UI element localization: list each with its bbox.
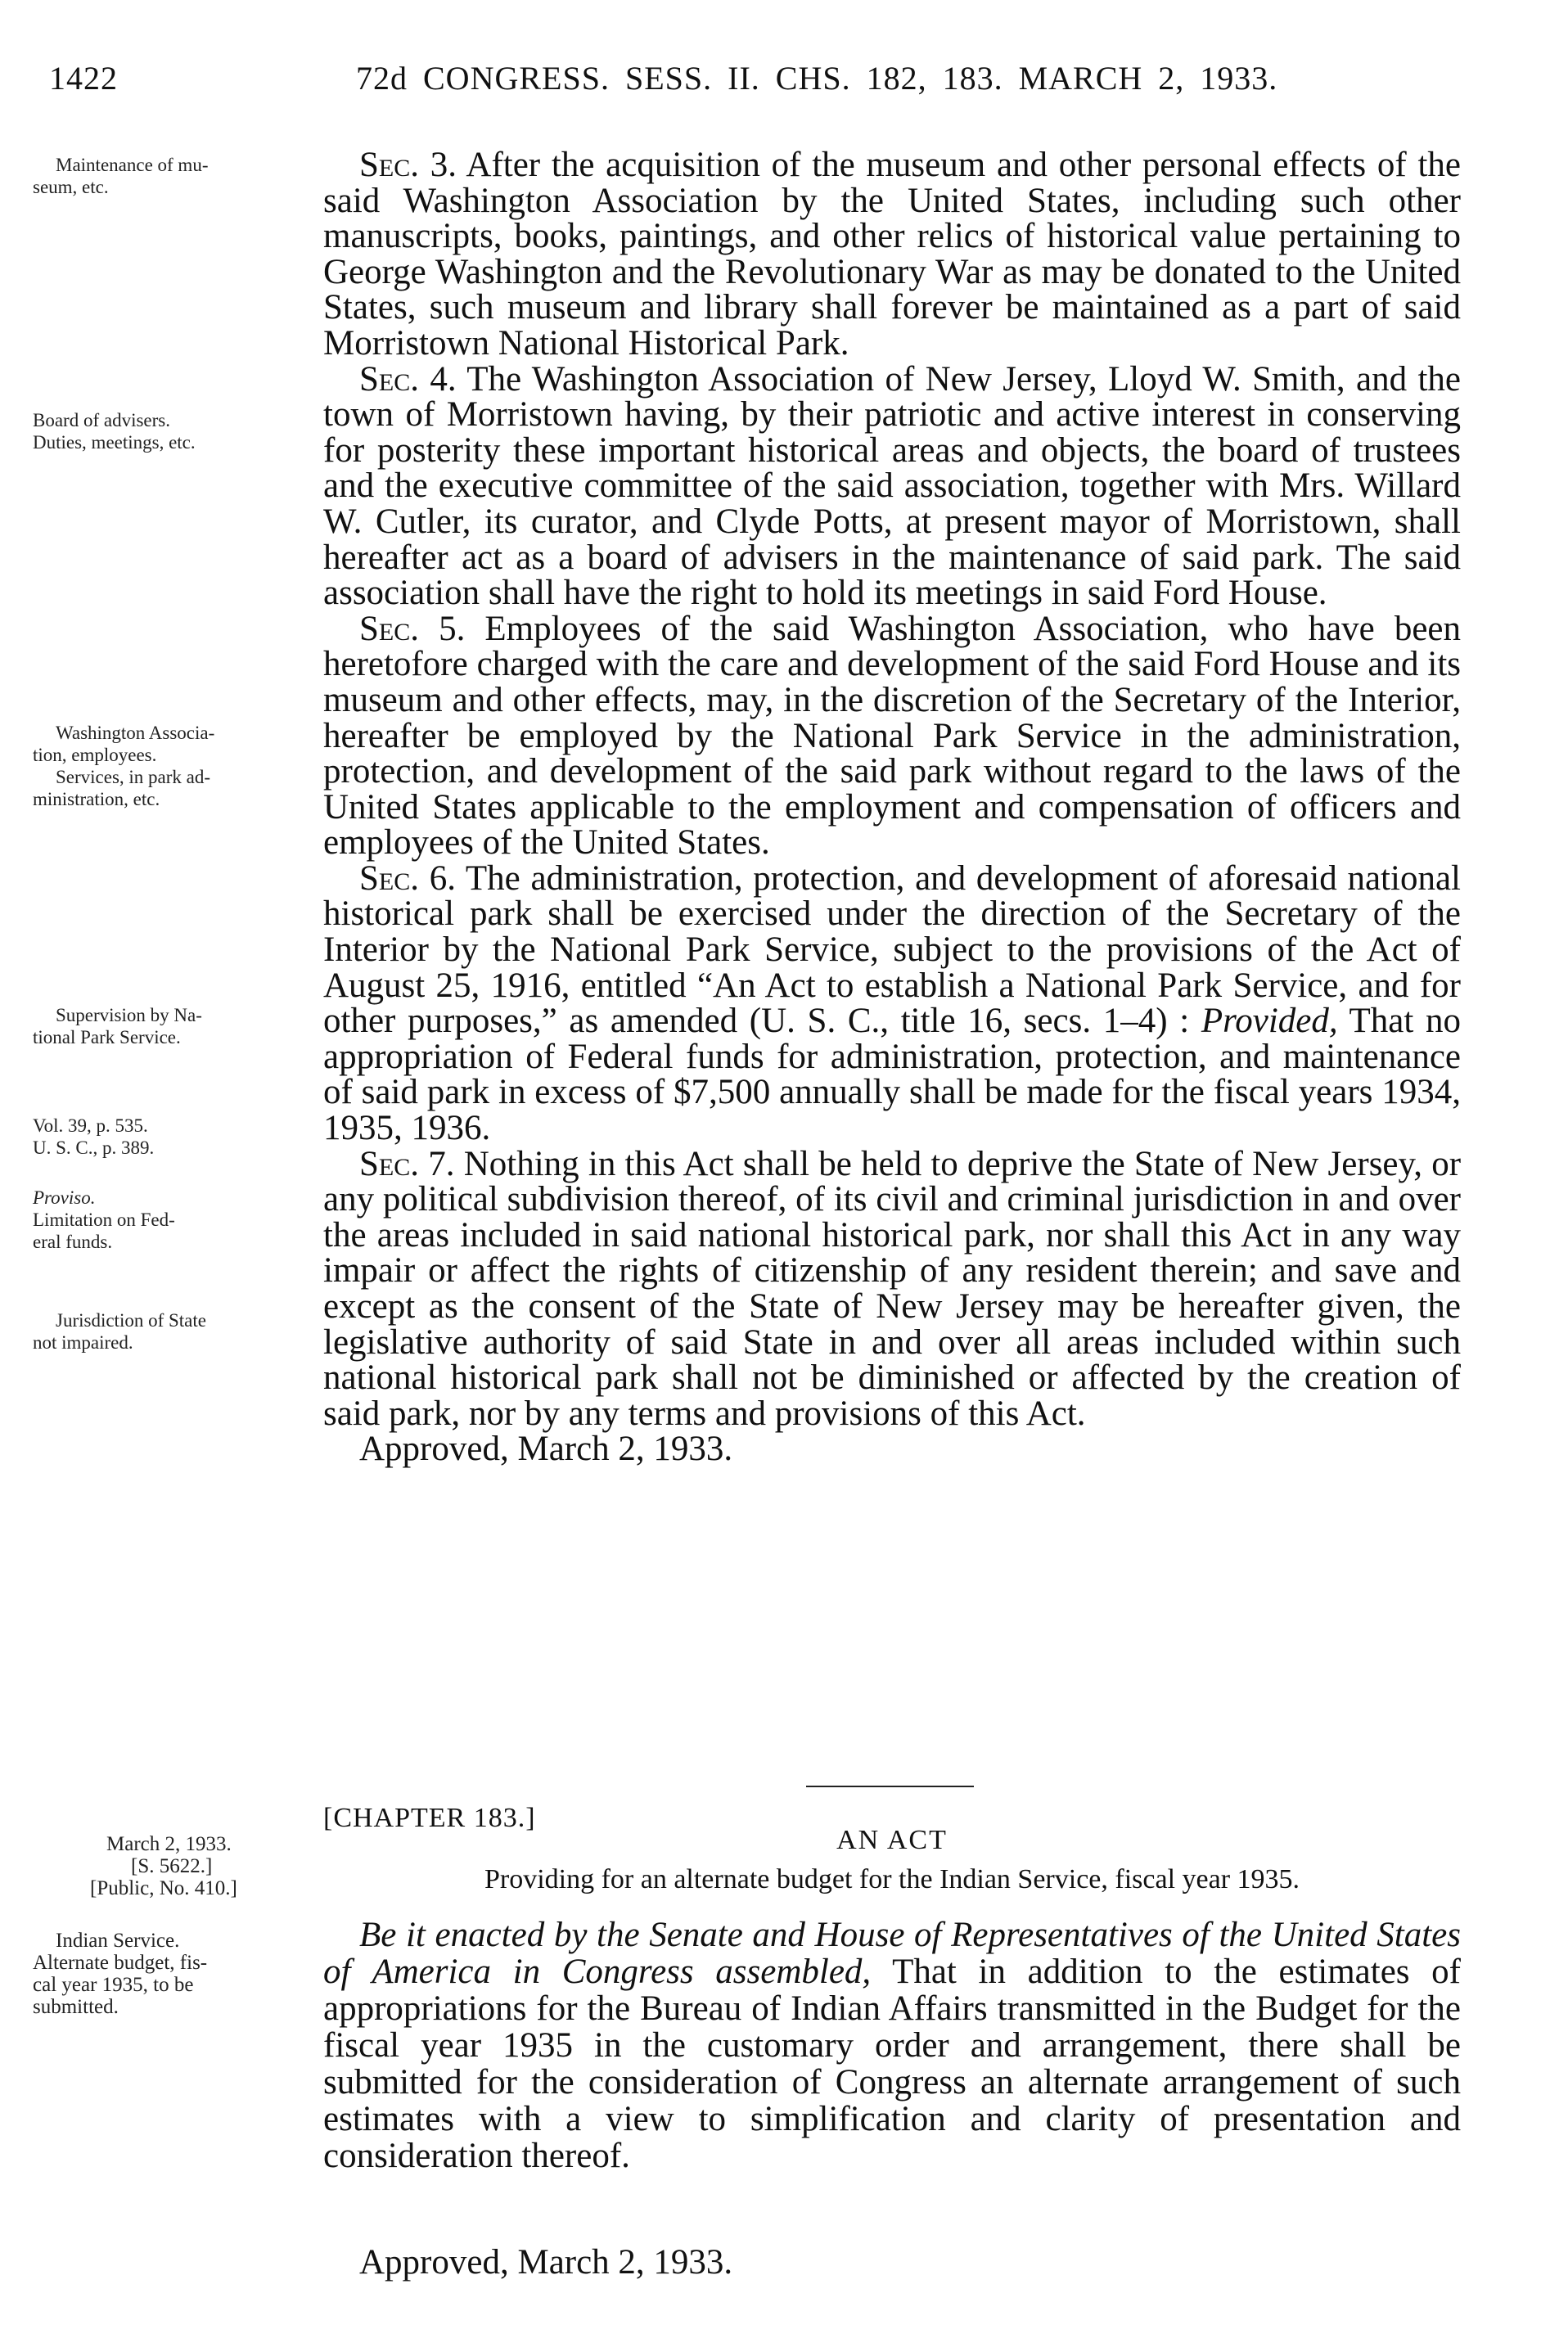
section-3: Sec. 3. After the acquisition of the museum and other personal effects of the said Washington Association by the United States, including such other manuscripts, books, paintings, and other relics of historical value pertaining to George Washington and the Revolutionary War as may be donated to the United States, such museum and library shall forever be maintained as a part of said Morristown National Historical Park. bbox=[323, 146, 1461, 363]
sidenote-proviso: Proviso. Limitation on Fed- eral funds. bbox=[33, 1187, 175, 1252]
chapter-182-text bbox=[323, 147, 1461, 1467]
section-5: Sec. 5. Employees of the said Washington Association, who have been heretofore charged with the care and development of the said Ford House and its museum and other effects, may, in the discretion of the Secretary of the Interior, hereafter be employed by the National Park Service in the administration, protection, and development of the said park without regard to the laws of the United States applicable to the employment and compensation of officers and employees of the United States. bbox=[323, 609, 1462, 863]
page-number: 1422 bbox=[49, 60, 118, 97]
bill-date: March 2, 1933. bbox=[106, 1833, 232, 1855]
enacting-clause: Be it enacted by the Senate and House of Representatives of the United States of America in Congress assembled, That in addition to the estimates of appropriations for the Bureau of Indian Affairs transmitted in the Budget for the fiscal year 1935 in the customary order and arrangement, there shall be submitted for the consideration of Congress an alternate arrangement of such estimates with a view to simplification and clarity of presentation and consideration thereof. bbox=[323, 1916, 1461, 2175]
page-header bbox=[33, 59, 1535, 108]
sidenote-bill-info bbox=[33, 1833, 356, 1899]
running-head: 72d CONGRESS. SESS. II. CHS. 182, 183. MARCH 2, 1933. bbox=[356, 60, 1278, 97]
act-description: Providing for an alternate budget for the Indian Service, fiscal year 1935. bbox=[484, 1864, 1300, 1894]
enacting-italic: Be it enacted by the Senate and House of Representatives of the United States of America in Congress assembled, bbox=[323, 1916, 1461, 1991]
sidenote-indian: Indian Service. Alternate budget, fis- cal year 1935, to be submitted. bbox=[33, 1930, 208, 2018]
section-7: Sec. 7. Nothing in this Act shall be held to deprive the State of New Jersey, or any political subdivision thereof, of its civil and criminal jurisdiction in and over the areas included in said national historical park, nor shall this Act in any way impair or affect the rights of citizenship of any resident therein; and save and except as the consent of the State of New Jersey may be hereafter given, the legislative authority of said State in and over all areas included within such national historical park shall not be diminished or affected by the creation of said park, nor by any terms and provisions of this Act. bbox=[323, 1144, 1462, 1433]
bill-number: [S. 5622.] bbox=[131, 1855, 213, 1877]
sidenote-jurisdiction: Jurisdiction of State not impaired. bbox=[33, 1310, 206, 1353]
public-number: [Public, No. 410.] bbox=[90, 1877, 237, 1899]
act-title: AN ACT bbox=[836, 1825, 948, 1855]
sidenote-vol: Vol. 39, p. 535. U. S. C., p. 389. bbox=[33, 1115, 155, 1158]
approved-chapter-182: Approved, March 2, 1933. bbox=[359, 1430, 733, 1469]
sidenote-washington: Washington Associa- tion, employees. Services, in park ad- ministration, etc. bbox=[33, 723, 215, 809]
chapter-183-label: [CHAPTER 183.] bbox=[323, 1803, 536, 1833]
chapter-separator-rule bbox=[806, 1786, 974, 1787]
sidenote-maintenance: Maintenance of mu- seum, etc. bbox=[33, 155, 209, 197]
approved-chapter-183: Approved, March 2, 1933. bbox=[359, 2243, 733, 2282]
section-4: Sec. 4. The Washington Association of New Jersey, Lloyd W. Smith, and the town of Morristown having, by their patriotic and active interest in conserving for posterity these important historical areas and objects, the board of trustees and the executive committee of the said association, together with Mrs. Willard W. Cutler, its curator, and Clyde Potts, at present mayor of Morristown, shall hereafter act as a board of advisers in the maintenance of said park. The said association shall have the right to hold its meetings in said Ford House. bbox=[323, 359, 1462, 613]
provided-italic: Provided, bbox=[1201, 1002, 1338, 1041]
sidenote-board: Board of advisers. Duties, meetings, etc. bbox=[33, 410, 196, 453]
section-6: Sec. 6. The administration, protection, and development of aforesaid national historical park shall be exercised under the direction of the Secretary of the Interior by the National Park Service, subject to the provisions of the Act of August 25, 1916, entitled “An Act to establish a National Park Service, and for other purposes,” as amended (U. S. C., title 16, secs. 1–4) : Provided, That no appropriation of Federal funds for administration, protection, and maintenance of said park in excess of $7,500 annually shall be made for the fiscal years 1934, 1935, 1936. bbox=[323, 858, 1461, 1148]
proviso-label: Proviso. bbox=[33, 1187, 96, 1208]
sidenote-supervision: Supervision by Na- tional Park Service. bbox=[33, 1005, 202, 1047]
